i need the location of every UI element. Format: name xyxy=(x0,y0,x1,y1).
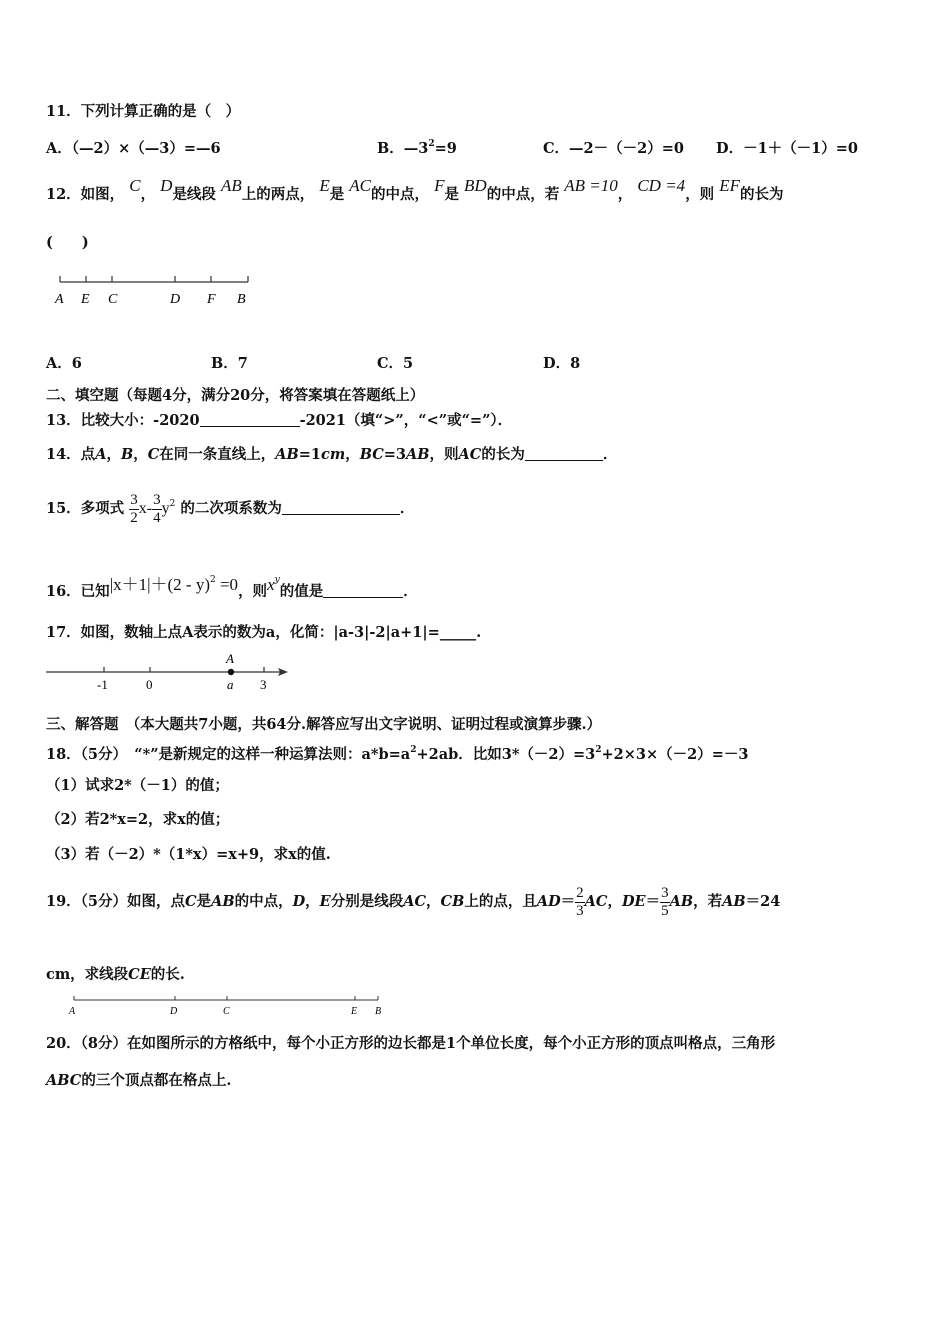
q18-part-1: （1）试求2*（－1）的值； xyxy=(46,777,229,794)
q18-part-2: （2）若2*x=2，求x的值； xyxy=(46,811,230,828)
q12-paren: ( ) xyxy=(46,234,89,251)
q20-line-1: 20．（8分）在如图所示的方格纸中，每个小正方形的边长都是1个单位长度，每个小正方形的顶点叫格点，三角形 xyxy=(46,1035,776,1052)
section-2-heading: 二、填空题（每题4分，满分20分，将答案填在答题纸上） xyxy=(46,387,425,404)
q14: 14．点A，B，C在同一条直线上，AB=1cm，BC=3AB，则AC的长为 ． xyxy=(46,446,618,463)
q11-option-c: C．—2－（－2）=0 xyxy=(543,140,684,157)
q11-stem: 11．下列计算正确的是（ ） xyxy=(46,103,241,120)
q12-option-a: A．6 xyxy=(46,355,82,372)
q16-answer-blank[interactable] xyxy=(323,583,403,598)
q11-option-b: B．$—3^2=9$ xyxy=(377,139,457,157)
q18-stem: 18．（5分） “*”是新规定的这样一种运算法则：$a*b=a^2+2ab$．比如$3*(-2)=3^2+2\times 3\times(-2)=-3$ xyxy=(46,745,749,763)
q17-tick-a: a xyxy=(227,677,234,692)
q12-segment-figure xyxy=(50,272,260,312)
q13-answer-blank[interactable] xyxy=(200,412,300,427)
q19-label-d: D xyxy=(170,1006,178,1017)
q19-label-e: E xyxy=(351,1006,358,1017)
q14-answer-blank[interactable] xyxy=(525,446,603,461)
q19-line-2: cm，求线段CE的长. xyxy=(46,966,185,983)
q17-tick-minus1: -1 xyxy=(97,677,108,692)
q17-point-label: A xyxy=(226,651,234,666)
q19-label-b: B xyxy=(375,1006,382,1017)
q17: 17．如图，数轴上点A表示的数为a，化简：|a-3|-2|a+1|=_____. xyxy=(46,624,482,641)
q15: 15．多项式 $\frac{3}{2}$ x- $\frac{3}{4}$ $y^2$ 的二次项系数为 ． xyxy=(46,491,415,526)
q19-stem: 19．（5分）如图，点C是AB的中点，D，E分别是线段AC，CB上的点，且AD＝ $\frac{2}{3}$ AC，DE＝ $\frac{3}{5}$ AB，若AB＝24 xyxy=(46,884,781,919)
q12-label-f: F xyxy=(207,292,216,307)
q12-option-c: C．5 xyxy=(377,355,414,372)
q13: 13．比较大小：-2020 -2021（填“>”，“<”或“=”）． xyxy=(46,412,513,429)
q15-answer-blank[interactable] xyxy=(282,500,400,515)
q12-label-b: B xyxy=(237,292,246,307)
q20-line-2: ABC的三个顶点都在格点上. xyxy=(46,1072,232,1089)
q19-segment-figure xyxy=(64,992,394,1022)
q12-option-b: B．7 xyxy=(211,355,248,372)
q16: 16．已知|x＋1|＋(2 - y)$^2$ =0，则$x^y$的值是 ． xyxy=(46,575,418,600)
q12-label-c: C xyxy=(108,292,118,307)
q19-fraction-1: $\frac{2}{3}$ xyxy=(576,884,584,919)
q19-label-c: C xyxy=(223,1006,230,1017)
q17-point-a xyxy=(228,669,234,675)
q15-fraction-1: $\frac{3}{2}$ xyxy=(130,491,138,526)
q12-label-a: A xyxy=(55,292,64,307)
q17-tick-0: 0 xyxy=(146,677,153,692)
q19-fraction-2: $\frac{3}{5}$ xyxy=(661,884,669,919)
q15-fraction-2: $\frac{3}{4}$ xyxy=(153,491,161,526)
section-3-heading: 三、解答题 （本大题共7小题，共64分.解答应写出文字说明、证明过程或演算步骤.） xyxy=(46,716,602,733)
q12-option-d: D．8 xyxy=(543,355,581,372)
q12-label-d: D xyxy=(170,292,181,307)
q18-part-3: （3）若（－2）*（1*x）=x+9，求x的值. xyxy=(46,846,331,863)
q12-label-e: E xyxy=(81,292,90,307)
q12-stem: 12．如图， C， D是线段 AB上的两点， E是 AC的中点， F是 BD的中点，若 AB =10， CD =4，则 EF的长为 xyxy=(46,176,784,203)
q11-option-a: A．（—2）×（—3）=—6 xyxy=(46,140,221,157)
q19-label-a: A xyxy=(69,1006,76,1017)
q11-option-d: D．－1＋（－1）=0 xyxy=(716,140,858,157)
q17-number-line xyxy=(44,650,294,694)
q17-tick-3: 3 xyxy=(260,677,267,692)
